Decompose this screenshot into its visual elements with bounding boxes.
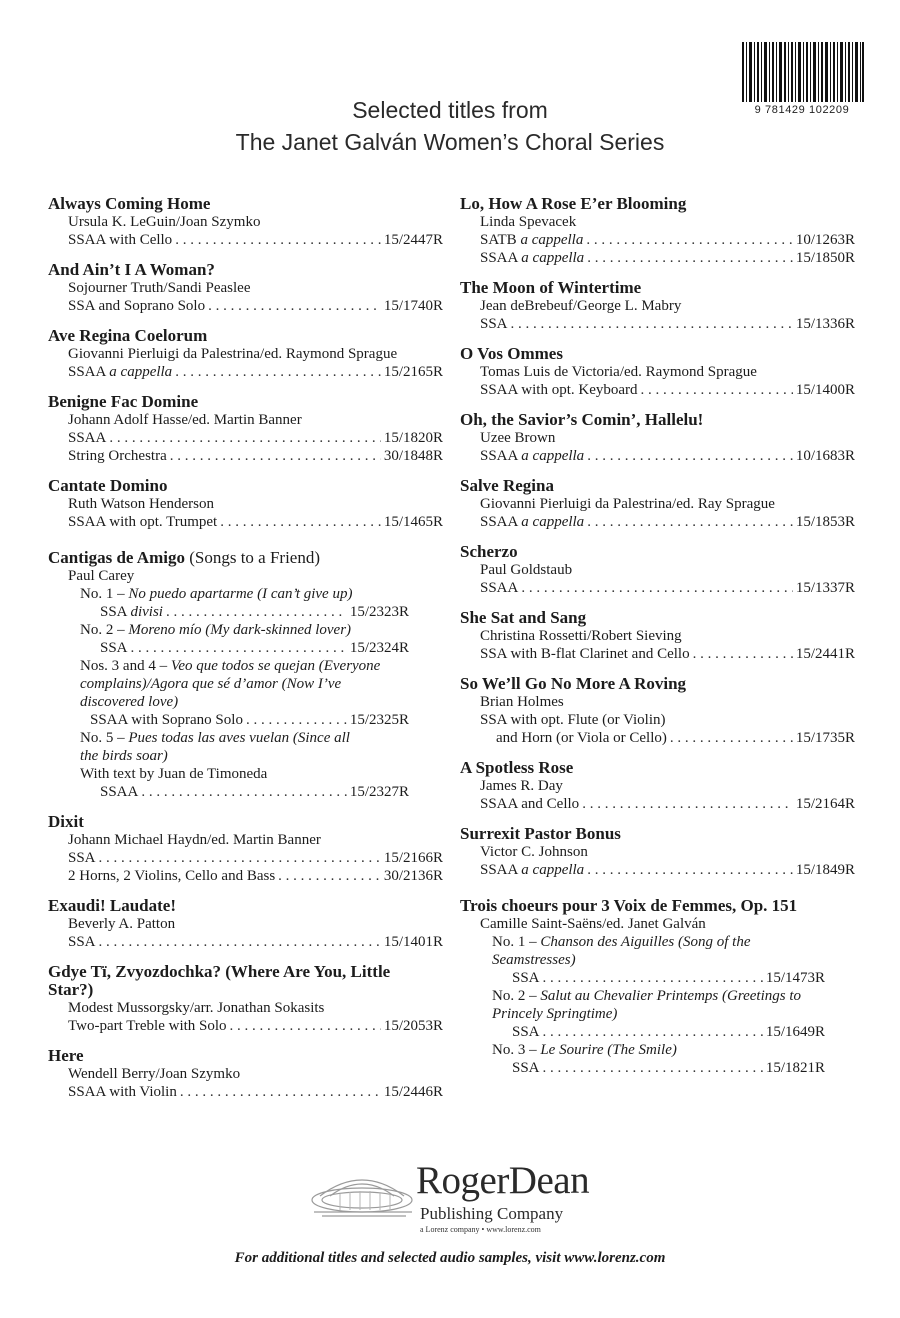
entry-title: Lo, How A Rose E’er Blooming [460,194,687,213]
movement-number: No. 3 – [492,1042,537,1058]
catalog-number: 10/1263R [795,232,855,248]
catalog-number: 15/1735R [795,730,855,746]
title-entry [460,825,855,879]
voicing: SSA and Soprano Solo [68,298,206,314]
entry-title: Exaudi! Laudate! [48,896,176,915]
publisher-tagline: a Lorenz company • www.lorenz.com [420,1225,541,1234]
voicing-row [48,513,443,531]
entry-credit: Giovanni Pierluigi da Palestrina/ed. Raymond Sprague [68,346,398,362]
catalog-number: 15/2323R [349,604,409,620]
voicing: SSA [68,934,96,950]
voicing: SSA with B-flat Clarinet and Cello [480,646,690,662]
entry-title: Always Coming Home [48,194,211,213]
title-entry [48,327,443,381]
entry-title: Cantate Domino [48,476,168,495]
title-entry [460,675,855,747]
voicing-style: a cappella [521,448,585,464]
voicing: and Horn (or Viola or Cello) [496,730,667,746]
voicing: 2 Horns, 2 Violins, Cello and Bass [68,868,276,884]
voicing-row [460,315,855,333]
header-line-1: Selected titles from [352,97,548,123]
entry-title: Benigne Fac Domine [48,392,199,411]
publisher-subtitle: Publishing Company [420,1204,564,1223]
page-header [0,94,900,158]
catalog-number: 15/2053R [383,1018,443,1034]
movement-name: No puedo apartarme (I can’t give up) [128,586,353,602]
publisher-logo [300,1160,610,1240]
voicing: SSA [512,1024,540,1040]
barcode [742,42,864,102]
voicing-row [460,1023,855,1041]
voicing: String Orchestra [68,448,167,464]
voicing: SSA [512,1060,540,1076]
title-entry [460,279,855,333]
voicing: SSAA [68,430,107,446]
entry-title: Gdye Tï, Zvyozdochka? (Where Are You, Little Star?) [48,962,391,999]
movement-note: With text by Juan de Timoneda [80,766,268,782]
voicing-style: a cappella [521,862,585,878]
voicing-row [48,363,443,381]
catalog-number: 15/2327R [349,784,409,800]
movement-number: Nos. 3 and 4 – [80,658,168,674]
movement-title [460,933,855,969]
barcode-number: 9 781429 102209 [754,104,850,116]
catalog-number: 15/2324R [349,640,409,656]
movement-number: No. 2 – [80,622,125,638]
voicing-row [48,1083,443,1101]
entry-credit: Brian Holmes [480,694,564,710]
entry-credit: Ruth Watson Henderson [68,496,215,512]
voicing-style: a cappella [520,232,584,248]
movement-title [48,621,443,639]
entry-title-main: Cantigas de Amigo [48,548,185,567]
title-entry [48,897,443,951]
voicing-row [460,513,855,531]
entry-title: Trois choeurs pour 3 Voix de Femmes, Op. 151 [460,896,798,915]
voicing [480,447,584,465]
entry-credit: Johann Michael Haydn/ed. Martin Banner [68,832,321,848]
entry-credit: Jean deBrebeuf/George L. Mabry [480,298,682,314]
entry-title: A Spotless Rose [460,758,574,777]
catalog-number: 15/1820R [383,430,443,446]
voicing-row [48,447,443,465]
catalog-number: 15/1850R [795,250,855,266]
title-entry [48,393,443,465]
voicing-row [460,645,855,663]
header-line-2: The Janet Galván Women’s Choral Series [235,129,665,155]
entry-credit: Paul Carey [68,568,135,584]
catalog-number: 15/2325R [349,712,409,728]
voicing-row [48,639,443,657]
voicing-parts: SSAA [480,862,518,878]
voicing: SSA [480,316,508,332]
catalog-number: 15/2165R [383,364,443,380]
entry-title: Salve Regina [460,476,554,495]
catalog-number: 15/1649R [765,1024,825,1040]
entry-credit: Giovanni Pierluigi da Palestrina/ed. Ray Sprague [480,496,775,512]
movement-name: Salut au Chevalier Printemps (Greetings to Princely Springtime) [492,988,802,1022]
movement-title [48,729,443,765]
voicing-row [48,429,443,447]
entry-credit: Beverly A. Patton [68,916,176,932]
right-column [460,195,855,1089]
voicing-row [48,603,443,621]
voicing [480,231,583,249]
movement-title [48,585,443,603]
voicing-row [460,381,855,399]
voicing: SSAA [480,580,519,596]
catalog-number: 15/1821R [765,1060,825,1076]
voicing-row [48,783,443,801]
movement-number: No. 2 – [492,988,537,1004]
catalog-number: 15/1400R [795,382,855,398]
title-entry [460,609,855,663]
voicing-style: divisi [130,604,163,620]
title-entry [460,897,855,1077]
movement-name: Pues todas las aves vuelan (Since all the birds soar) [80,730,350,764]
voicing-row [460,231,855,249]
voicing-row [48,711,443,729]
entry-title: Scherzo [460,542,518,561]
movement-name: Moreno mío (My dark-skinned lover) [128,622,352,638]
voicing-row [48,849,443,867]
movement-number: No. 5 – [80,730,125,746]
entry-title [48,549,443,567]
entry-title: O Vos Ommes [460,344,563,363]
voicing: SSAA [100,784,139,800]
entry-title: So We’ll Go No More A Roving [460,674,687,693]
title-entry [48,813,443,885]
footer-note: For additional titles and selected audio samples, visit www.lorenz.com [234,1250,666,1266]
title-entry [48,1047,443,1101]
voicing: SSA [68,850,96,866]
catalog-number: 15/1849R [795,862,855,878]
voicing: SSAA with opt. Trumpet [68,514,218,530]
entry-credit: Linda Spevacek [480,214,577,230]
movement-title [460,987,855,1023]
voicing: SSA [100,640,128,656]
voicing-row [460,795,855,813]
voicing: SSAA with Violin [68,1084,177,1100]
title-entry [460,759,855,813]
entry-title: And Ain’t I A Woman? [48,260,215,279]
catalog-number: 15/2166R [383,850,443,866]
movement-title [460,1041,855,1059]
catalog-number: 15/1853R [795,514,855,530]
publisher-name: RogerDean [416,1159,590,1202]
entry-credit: Camille Saint-Saëns/ed. Janet Galván [480,916,706,932]
publisher-emblem-icon [300,1166,415,1221]
catalog-number: 15/1740R [383,298,443,314]
voicing: SSAA with Cello [68,232,173,248]
entry-credit: Modest Mussorgsky/arr. Jonathan Sokasits [68,1000,325,1016]
entry-credit: Johann Adolf Hasse/ed. Martin Banner [68,412,302,428]
voicing-parts: SSA [100,604,127,620]
title-entry [460,477,855,531]
voicing [480,861,584,879]
voicing-row [460,861,855,879]
entry-credit: Wendell Berry/Joan Szymko [68,1066,241,1082]
movement-name: Chanson des Aiguilles (Song of the Seamstresses) [492,934,751,968]
title-entry [460,195,855,267]
voicing-row [48,231,443,249]
entry-subtitle: (Songs to a Friend) [189,548,321,567]
catalog-number: 30/2136R [383,868,443,884]
voicing-row [48,933,443,951]
voicing-style: a cappella [521,514,585,530]
voicing-style: a cappella [109,364,173,380]
entry-title: She Sat and Sang [460,608,587,627]
entry-credit: Victor C. Johnson [480,844,588,860]
title-entry [460,411,855,465]
title-entry [48,195,443,249]
movement-name: Le Sourire (The Smile) [540,1042,677,1058]
title-entry [48,963,443,1035]
voicing: Two-part Treble with Solo [68,1018,227,1034]
entry-credit: Uzee Brown [480,430,556,446]
movement-name: Veo que todos se quejan (Everyone complains)/Agora que sé d’amor (Now I’ve discovered love) [80,658,381,710]
voicing-parts: SSAA [480,514,518,530]
entry-title: Surrexit Pastor Bonus [460,824,621,843]
voicing-row [460,1059,855,1077]
entry-title: Here [48,1046,84,1065]
title-entry [460,345,855,399]
voicing-row [460,969,855,987]
voicing-parts: SATB [480,232,517,248]
entry-title: Dixit [48,812,84,831]
catalog-number: 15/2164R [795,796,855,812]
catalog-number: 15/2446R [383,1084,443,1100]
voicing-row [460,249,855,267]
voicing-parts: SSAA [68,364,106,380]
title-entry [48,549,443,801]
voicing-parts: SSAA [480,448,518,464]
catalog-number: 15/1473R [765,970,825,986]
voicing: SSAA and Cello [480,796,580,812]
entry-credit: James R. Day [480,778,563,794]
voicing-row [48,297,443,315]
catalog-number: 15/1337R [795,580,855,596]
catalog-number: 15/1465R [383,514,443,530]
catalog-number: 15/2447R [383,232,443,248]
catalog-number: 15/1336R [795,316,855,332]
title-entry [48,261,443,315]
voicing-row [460,729,855,747]
entry-credit: Christina Rossetti/Robert Sieving [480,628,682,644]
catalog-number: 30/1848R [383,448,443,464]
movement-number: No. 1 – [492,934,537,950]
voicing: SSAA with Soprano Solo [90,712,243,728]
title-entry [48,477,443,531]
voicing-row [48,867,443,885]
voicing [480,513,584,531]
movement-number: No. 1 – [80,586,125,602]
entry-credit: Paul Goldstaub [480,562,573,578]
voicing-row [48,1017,443,1035]
catalog-number: 15/2441R [795,646,855,662]
catalog-number: 15/1401R [383,934,443,950]
voicing: SSA with opt. Flute (or Violin) [480,712,666,728]
entry-credit: Ursula K. LeGuin/Joan Szymko [68,214,261,230]
entry-title: Ave Regina Coelorum [48,326,208,345]
voicing [480,249,584,267]
entry-title: Oh, the Savior’s Comin’, Hallelu! [460,410,704,429]
voicing: SSA [512,970,540,986]
voicing [100,603,163,621]
movement-title [48,657,443,711]
voicing-row [460,579,855,597]
catalog-number: 10/1683R [795,448,855,464]
entry-title: The Moon of Wintertime [460,278,642,297]
left-column [48,195,443,1113]
voicing-row [460,447,855,465]
entry-credit: Sojourner Truth/Sandi Peaslee [68,280,251,296]
voicing [68,363,172,381]
title-entry [460,543,855,597]
voicing: SSAA with opt. Keyboard [480,382,638,398]
voicing-style: a cappella [521,250,585,266]
entry-credit: Tomas Luis de Victoria/ed. Raymond Sprague [480,364,757,380]
voicing-parts: SSAA [480,250,518,266]
